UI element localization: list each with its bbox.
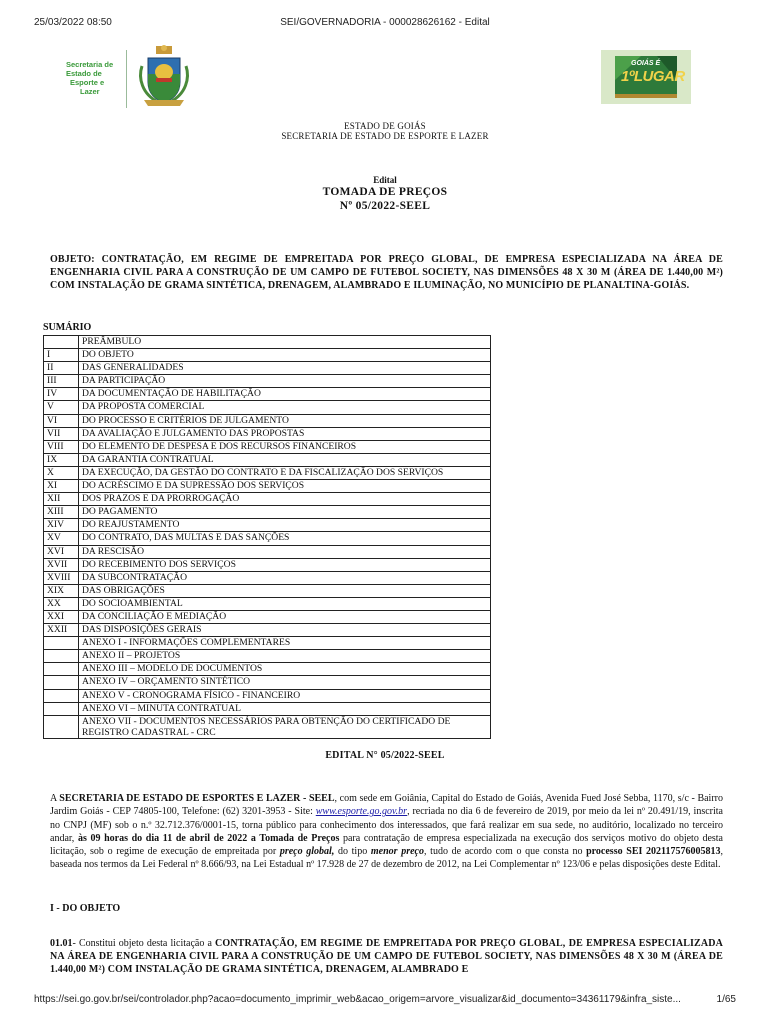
state-name: ESTADO DE GOIÁS bbox=[344, 121, 426, 131]
summary-row-number: XXII bbox=[44, 624, 79, 637]
edital-heading: EDITAL N° 05/2022-SEEL bbox=[325, 750, 445, 761]
summary-row-title: ANEXO VII - DOCUMENTOS NECESSÁRIOS PARA OBTENÇÃO DO CERTIFICADO DE REGISTRO CADASTRAL - CRC bbox=[79, 715, 491, 738]
objeto-statement: OBJETO: CONTRATAÇÃO, EM REGIME DE EMPREITADA POR PREÇO GLOBAL, DE EMPRESA ESPECIALIZADA NA ÁREA DE ENGENHARIA CIVIL PARA A CONSTRUÇÃO DE UM CAMPO DE FUTEBOL SOCIETY, NAS DIMENSÕES 48 X 30 M (ÁREA DE 1.440,00 M²) COM INSTALAÇÃO DE GRAMA SINTÉTICA, DRENAGEM, ALAMBRADO E ILUMINAÇÃO, NO MUNICÍPIO DE PLANALTINA-GOIÁS. bbox=[50, 254, 723, 292]
summary-row bbox=[44, 597, 491, 610]
summary-row-title: DAS OBRIGAÇÕES bbox=[79, 584, 491, 597]
summary-row bbox=[44, 427, 491, 440]
summary-row-title: DO CONTRATO, DAS MULTAS E DAS SANÇÕES bbox=[79, 532, 491, 545]
summary-row-title: DAS GENERALIDADES bbox=[79, 362, 491, 375]
summary-row-number bbox=[44, 650, 79, 663]
summary-row-number bbox=[44, 689, 79, 702]
seel-logo-line: Secretaria de bbox=[66, 60, 114, 69]
summary-row-number: VI bbox=[44, 414, 79, 427]
edital-number: Nº 05/2022-SEEL bbox=[339, 200, 431, 212]
summary-row bbox=[44, 466, 491, 479]
preamble-text: para contratação de empresa especializada na execução dos serviços motivo do objeto desta licitação, sob o regime de execução de empreitada por bbox=[50, 832, 723, 858]
seel-logo-text bbox=[66, 60, 128, 96]
seel-logo-line: Esporte e bbox=[70, 78, 105, 87]
summary-row-title: ANEXO III – MODELO DE DOCUMENTOS bbox=[79, 663, 491, 676]
summary-row-title: ANEXO VI – MINUTA CONTRATUAL bbox=[79, 702, 491, 715]
summary-row bbox=[44, 532, 491, 545]
summary-row-number: II bbox=[44, 362, 79, 375]
section-title-objeto: I - DO OBJETO bbox=[50, 903, 121, 914]
summary-row bbox=[44, 414, 491, 427]
summary-row-title: PREÂMBULO bbox=[79, 336, 491, 349]
secretariat-name: SECRETARIA DE ESTADO DE ESPORTE E LAZER bbox=[281, 131, 489, 141]
doc-type-label: Edital bbox=[373, 175, 397, 185]
summary-row-number: XVII bbox=[44, 558, 79, 571]
summary-row bbox=[44, 689, 491, 702]
seel-logo-line: Estado de bbox=[66, 69, 102, 78]
summary-row-number bbox=[44, 715, 79, 738]
summary-row-number: XVIII bbox=[44, 571, 79, 584]
summary-row-title: ANEXO II – PROJETOS bbox=[79, 650, 491, 663]
summary-row bbox=[44, 650, 491, 663]
summary-row-number bbox=[44, 702, 79, 715]
summary-row-number: XIV bbox=[44, 519, 79, 532]
summary-row bbox=[44, 336, 491, 349]
preamble-text: A bbox=[50, 793, 60, 804]
summary-row bbox=[44, 637, 491, 650]
preamble-bold: às 09 horas do dia 11 de abril de 2022 a Tomada de Preços bbox=[77, 832, 340, 844]
summary-row-number bbox=[44, 663, 79, 676]
summary-row bbox=[44, 506, 491, 519]
page-number: 1/65 bbox=[716, 994, 736, 1005]
summary-row bbox=[44, 388, 491, 401]
summary-row bbox=[44, 702, 491, 715]
summary-row-number: XV bbox=[44, 532, 79, 545]
logo-divider bbox=[126, 50, 127, 108]
summary-row-number: XIX bbox=[44, 584, 79, 597]
preamble-bold: SECRETARIA DE ESTADO DE ESPORTES E LAZER - SEEL bbox=[59, 793, 335, 804]
summary-row bbox=[44, 663, 491, 676]
summary-row bbox=[44, 715, 491, 738]
summary-row-title: DAS DISPOSIÇÕES GERAIS bbox=[79, 624, 491, 637]
summary-row-title: DA PROPOSTA COMERCIAL bbox=[79, 401, 491, 414]
summary-row-title: DO PAGAMENTO bbox=[79, 506, 491, 519]
summary-row-title: DA AVALIAÇÃO E JULGAMENTO DAS PROPOSTAS bbox=[79, 427, 491, 440]
summary-row-number: XII bbox=[44, 493, 79, 506]
summary-title: SUMÁRIO bbox=[43, 322, 92, 333]
summary-table bbox=[43, 335, 491, 739]
modality-title: TOMADA DE PREÇOS bbox=[322, 186, 448, 198]
summary-row-title: ANEXO I - INFORMAÇÕES COMPLEMENTARES bbox=[79, 637, 491, 650]
summary-row bbox=[44, 624, 491, 637]
summary-row-title: DO ACRÉSCIMO E DA SUPRESSÃO DOS SERVIÇOS bbox=[79, 480, 491, 493]
summary-row-number: IX bbox=[44, 453, 79, 466]
preamble-bold-italic: menor preço bbox=[370, 846, 424, 858]
summary-row bbox=[44, 401, 491, 414]
seel-logo-line: Lazer bbox=[80, 87, 100, 96]
summary-row-number: XIII bbox=[44, 506, 79, 519]
seel-logo bbox=[66, 42, 198, 112]
goias-primeiro-lugar-logo bbox=[601, 50, 691, 104]
summary-row bbox=[44, 375, 491, 388]
summary-row bbox=[44, 676, 491, 689]
summary-row-number: XXI bbox=[44, 610, 79, 623]
summary-row bbox=[44, 584, 491, 597]
print-datetime: 25/03/2022 08:50 bbox=[34, 17, 112, 28]
summary-row-title: DA SUBCONTRATAÇÃO bbox=[79, 571, 491, 584]
summary-row bbox=[44, 545, 491, 558]
summary-row-number: XVI bbox=[44, 545, 79, 558]
summary-row-number: VIII bbox=[44, 440, 79, 453]
summary-row bbox=[44, 480, 491, 493]
summary-row-number: IV bbox=[44, 388, 79, 401]
summary-row bbox=[44, 453, 491, 466]
summary-row bbox=[44, 610, 491, 623]
preamble-bold: processo SEI 202117576005813 bbox=[586, 846, 721, 858]
goias-lugar-small-text: GOIÁS É bbox=[631, 60, 661, 67]
goias-coat-of-arms-icon bbox=[134, 44, 194, 108]
summary-row-number: III bbox=[44, 375, 79, 388]
print-doc-title: SEI/GOVERNADORIA - 000028626162 - Edital bbox=[280, 17, 490, 28]
site-link[interactable]: www.esporte.go.gov.br bbox=[315, 806, 408, 818]
item-number: 01.01 bbox=[50, 938, 73, 949]
summary-row-number bbox=[44, 336, 79, 349]
summary-row-title: DA EXECUÇÃO, DA GESTÃO DO CONTRATO E DA FISCALIZAÇÃO DOS SERVIÇOS bbox=[79, 466, 491, 479]
summary-row-title: DA GARANTIA CONTRATUAL bbox=[79, 453, 491, 466]
goias-lugar-big-text: 1ºLUGAR bbox=[621, 68, 685, 85]
summary-row-number bbox=[44, 676, 79, 689]
section-item-01-01 bbox=[50, 937, 723, 977]
item-bold-text: CONTRATAÇÃO, EM REGIME DE EMPREITADA POR PREÇO GLOBAL, DE EMPRESA ESPECIALIZADA NA ÁREA DE ENGENHARIA CIVIL PARA A CONSTRUÇÃO DE UM CAMPO DE FUTEBOL SOCIETY, NAS DIMENSÕES 48 X 30 M (ÁREA DE 1.440,00 M²) COM INSTALAÇÃO DE GRAMA SINTÉTICA, DRENAGEM, ALAMBRADO E bbox=[50, 938, 723, 976]
summary-row-title: DOS PRAZOS E DA PRORROGAÇÃO bbox=[79, 493, 491, 506]
preamble-text: , baseada nos termos da Lei Federal nº 8.666/93, na Lei Estadual nº 17.928 de 27 de dezembro de 2012, na Lei Complementar nº 123/06 e pelas disposições deste Edital. bbox=[50, 846, 723, 871]
summary-row-title: ANEXO V - CRONOGRAMA FÍSICO - FINANCEIRO bbox=[79, 689, 491, 702]
print-footer bbox=[0, 994, 770, 1008]
summary-row bbox=[44, 493, 491, 506]
summary-row-title: DA PARTICIPAÇÃO bbox=[79, 375, 491, 388]
summary-row-number bbox=[44, 637, 79, 650]
summary-row-title: DO SOCIOAMBIENTAL bbox=[79, 597, 491, 610]
summary-row bbox=[44, 558, 491, 571]
summary-row bbox=[44, 519, 491, 532]
item-text: - Constitui objeto desta licitação a bbox=[72, 938, 216, 949]
summary-row-number: I bbox=[44, 349, 79, 362]
summary-row-number: XX bbox=[44, 597, 79, 610]
summary-row-title: DO PROCESSO E CRITÉRIOS DE JULGAMENTO bbox=[79, 414, 491, 427]
summary-row bbox=[44, 571, 491, 584]
preamble-paragraph bbox=[50, 792, 723, 872]
summary-row-title: DO REAJUSTAMENTO bbox=[79, 519, 491, 532]
summary-row-number: XI bbox=[44, 480, 79, 493]
summary-row-number: V bbox=[44, 401, 79, 414]
summary-row-title: DA DOCUMENTAÇÃO DE HABILITAÇÃO bbox=[79, 388, 491, 401]
summary-row-title: DO ELEMENTO DE DESPESA E DOS RECURSOS FINANCEIROS bbox=[79, 440, 491, 453]
preamble-text: , tudo de acordo com o que consta no bbox=[424, 846, 587, 858]
print-header bbox=[0, 17, 770, 31]
summary-row-title: DA CONCILIAÇÃO E MEDIAÇÃO bbox=[79, 610, 491, 623]
summary-row-title: DA RESCISÃO bbox=[79, 545, 491, 558]
summary-row bbox=[44, 362, 491, 375]
summary-row-title: DO OBJETO bbox=[79, 349, 491, 362]
preamble-bold-italic: preço global, bbox=[279, 846, 335, 858]
summary-row-number: X bbox=[44, 466, 79, 479]
summary-row bbox=[44, 440, 491, 453]
summary-row bbox=[44, 349, 491, 362]
preamble-text: , com sede em Goiânia, Capital do Estado de Goiás, Avenida Fued José Sebba, 1170, s/c - Bairro Jardim Goiás - CEP 74805-100, Telefone: (62) 3201-3953 - Site: bbox=[50, 793, 723, 818]
preamble-text: , recriada no dia 6 de fevereiro de 2019, por meio da lei nº 20.491/19, inscrita no CNPJ (MF) sob o n.º 32.712.376/0001-15, torna público para conhecimento dos interessados, que fará realizar em sua sede, no auditório, localizado no terceiro andar, bbox=[50, 806, 723, 844]
preamble-text: do tipo bbox=[334, 846, 371, 858]
summary-row-number: VII bbox=[44, 427, 79, 440]
print-url: https://sei.go.gov.br/sei/controlador.php?acao=documento_imprimir_web&acao_origem=arvore_visualizar&id_documento=34361179&infra_siste... bbox=[34, 994, 681, 1005]
summary-row-title: DO RECEBIMENTO DOS SERVIÇOS bbox=[79, 558, 491, 571]
summary-row-title: ANEXO IV – ORÇAMENTO SINTÉTICO bbox=[79, 676, 491, 689]
